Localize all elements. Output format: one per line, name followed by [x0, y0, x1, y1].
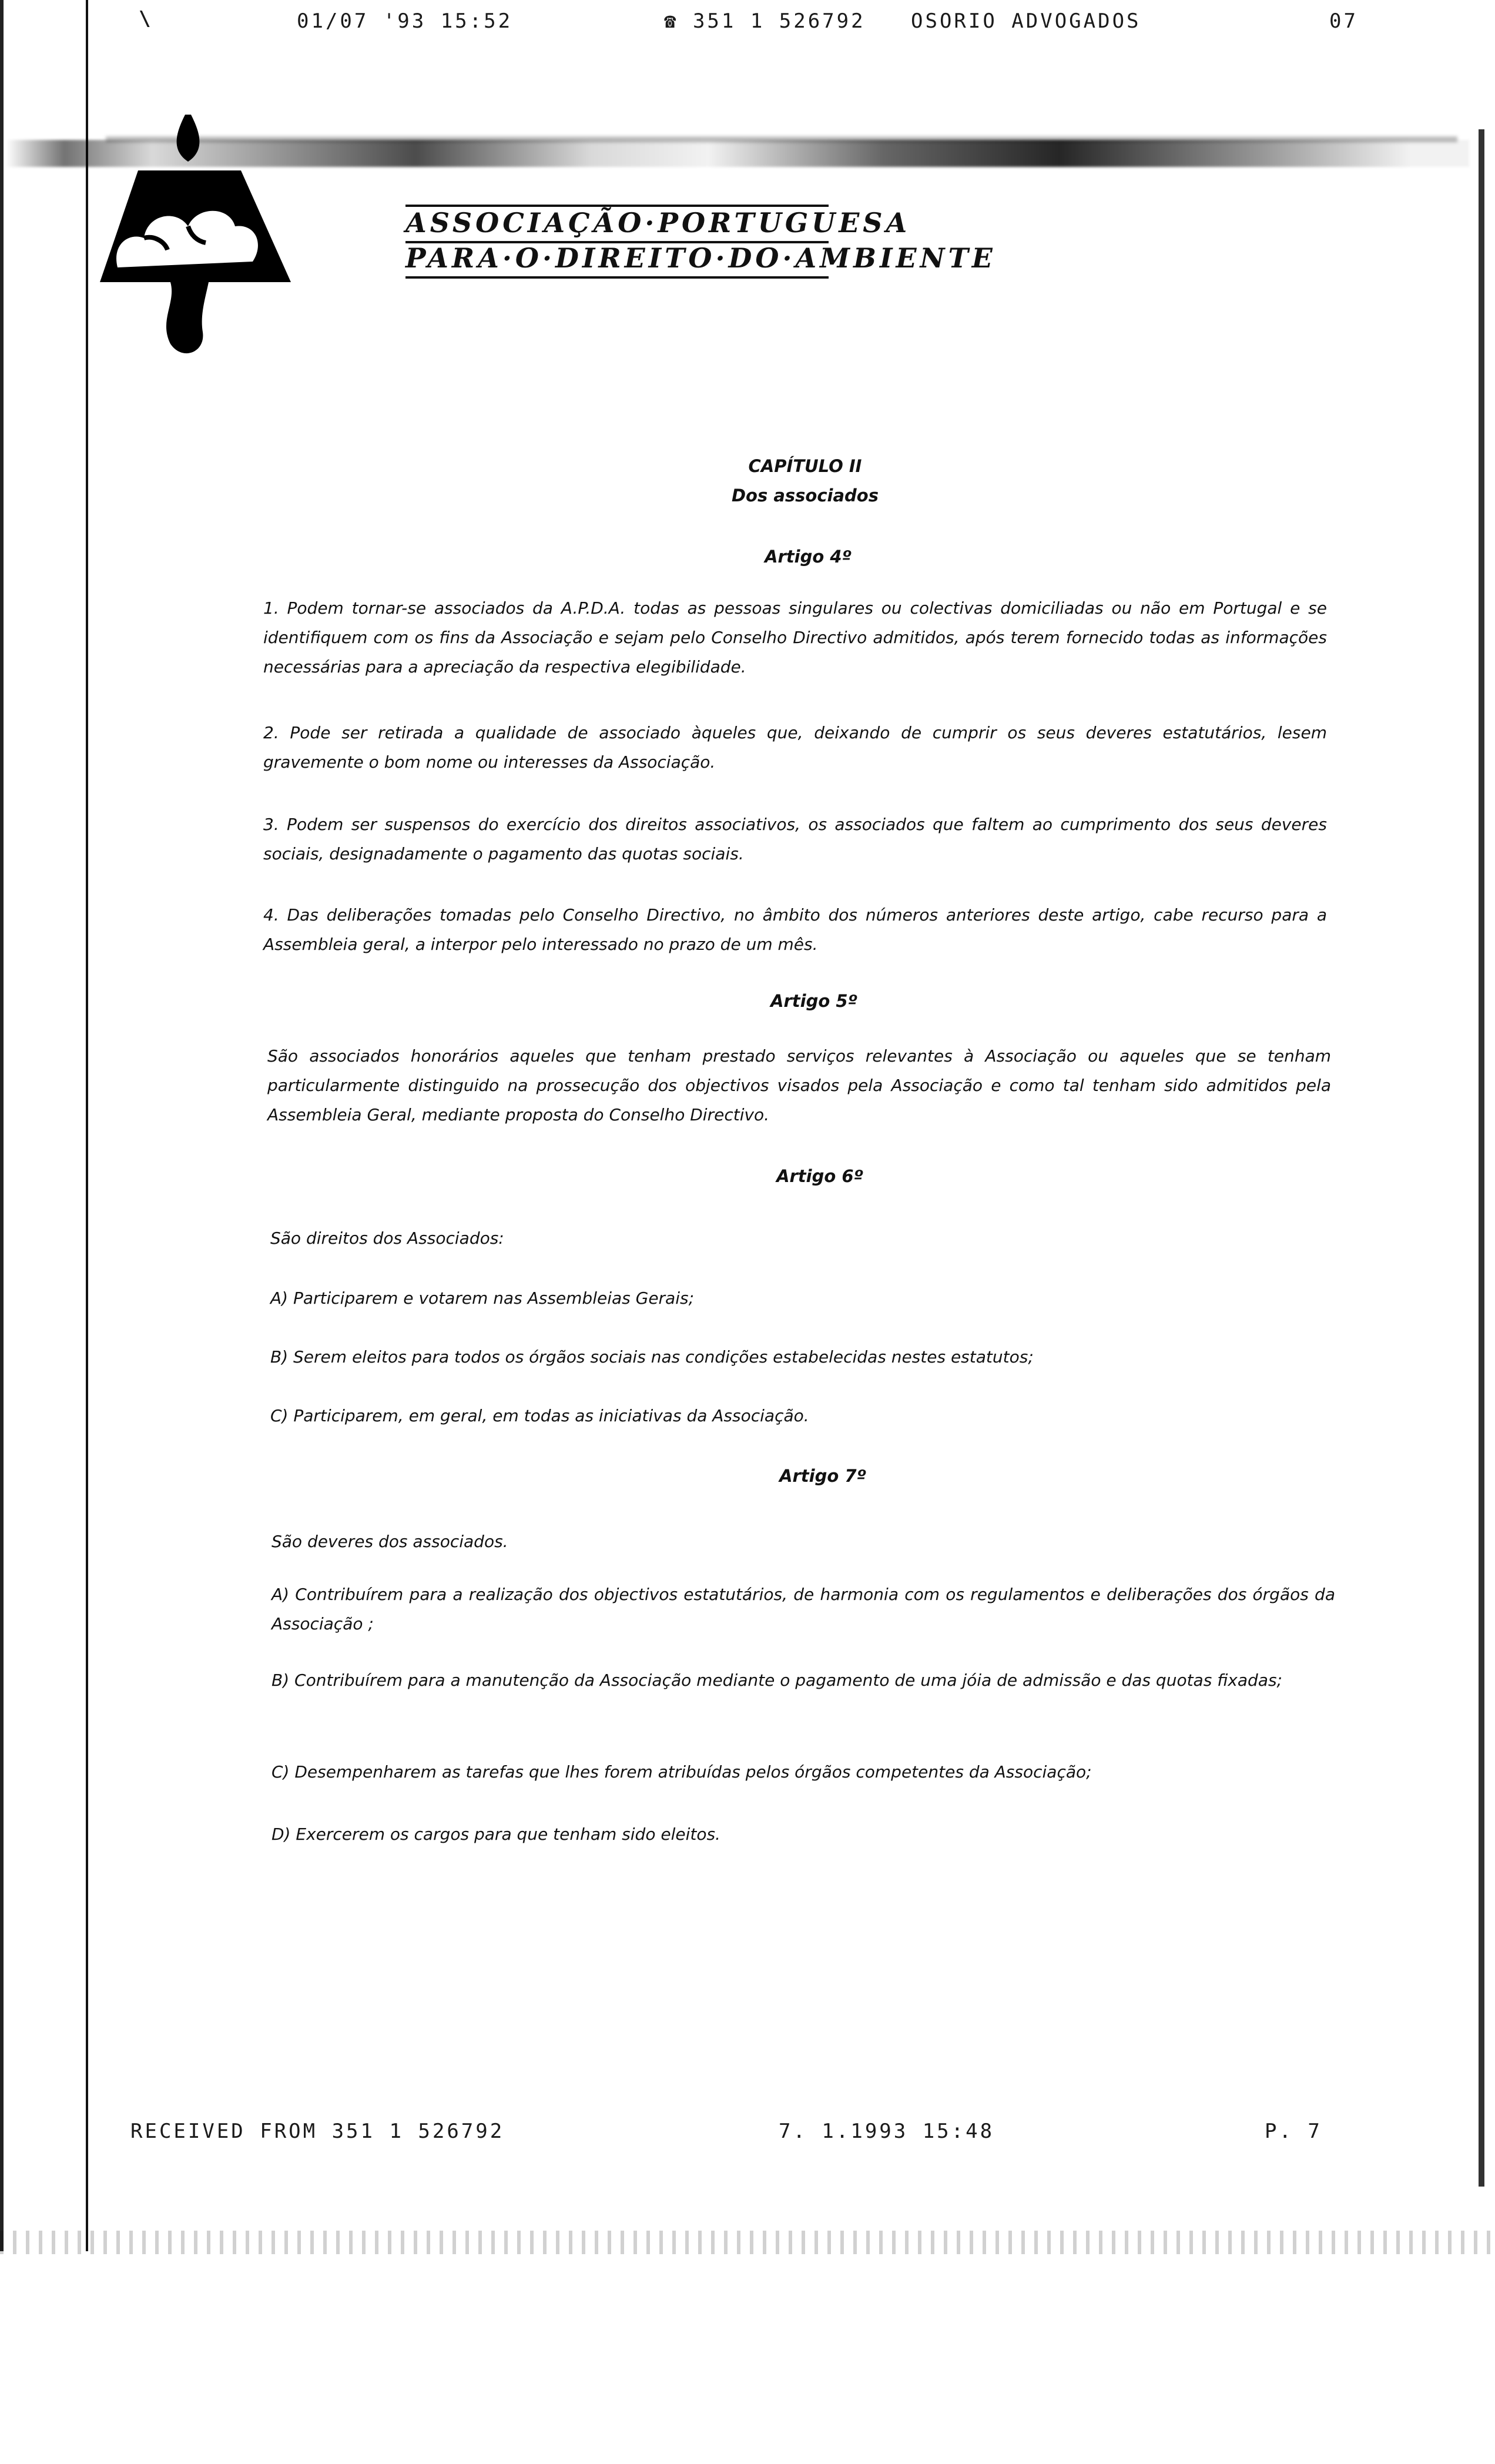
fax-header-sender: OSORIO ADVOGADOS: [911, 9, 1141, 33]
scan-edge-left: [0, 0, 4, 2251]
fax-mark: \: [139, 7, 153, 31]
article-heading: Artigo 7º: [779, 1466, 866, 1486]
article-paragraph: 3. Podem ser suspensos do exercício dos direitos associativos, os associados que faltem ao cumprimento dos seus deveres sociais, designadamente o pagamento das quotas sociais.: [263, 815, 1327, 863]
article-paragraph: 2. Pode ser retirada a qualidade de associado àqueles que, deixando de cumprir os seus deveres estatutários, lesem gravemente o bom nome ou interesses da Associação.: [263, 723, 1327, 772]
article-paragraph: São deveres dos associados.: [271, 1532, 508, 1551]
fax-footer-page: P. 7: [1265, 2120, 1322, 2143]
article-paragraph: B) Contribuírem para a manutenção da Associação mediante o pagamento de uma jóia de admissão e das quotas fixadas;: [271, 1670, 1282, 1690]
article-paragraph: São direitos dos Associados:: [270, 1228, 504, 1248]
article-paragraph: C) Participarem, em geral, em todas as iniciativas da Associação.: [270, 1406, 809, 1425]
org-name-line2: PARA·O·DIREITO·DO·AMBIENTE: [405, 242, 996, 274]
article-paragraph: 4. Das deliberações tomadas pelo Conselho Directivo, no âmbito dos números anteriores deste artigo, cabe recurso para a Assembleia geral, a interpor pelo interessado no prazo de um mês.: [263, 905, 1327, 954]
article-paragraph: São associados honorários aqueles que tenham prestado serviços relevantes à Associação ou aqueles que se tenham particularmente distinguido na prossecução dos objectivos visados pela Associação e como tal tenham sido admitidos pela Assembleia Geral, mediante proposta do Conselho Directivo.: [267, 1046, 1331, 1124]
fax-header-phone: ☎ 351 1 526792: [664, 9, 866, 33]
article-paragraph: D) Exercerem os cargos para que tenham sido eleitos.: [271, 1824, 720, 1844]
fax-footer-datetime: 7. 1.1993 15:48: [779, 2120, 995, 2143]
fax-header-datetime: 01/07 '93 15:52: [297, 9, 513, 33]
org-underline-2: [405, 276, 829, 279]
chapter-title: CAPÍTULO II: [748, 456, 862, 476]
article-heading: Artigo 5º: [770, 991, 857, 1011]
article-heading: Artigo 4º: [765, 547, 852, 567]
chapter-subtitle: Dos associados: [731, 486, 879, 505]
scan-edge-right: [1479, 129, 1484, 2187]
article-paragraph: A) Participarem e votarem nas Assembleias Gerais;: [270, 1288, 695, 1308]
article-paragraph: A) Contribuírem para a realização dos objectivos estatutários, de harmonia com os regulamentos e deliberações dos órgãos da Associação ;: [271, 1585, 1335, 1633]
article-paragraph: B) Serem eleitos para todos os órgãos sociais nas condições estabelecidas nestes estatutos;: [270, 1347, 1034, 1367]
article-heading: Artigo 6º: [776, 1166, 863, 1186]
apda-logo-icon: [88, 109, 300, 361]
fax-footer-received: RECEIVED FROM 351 1 526792: [130, 2120, 505, 2143]
fax-header-page: 07: [1329, 9, 1358, 33]
fax-noise-bottom: [0, 2231, 1495, 2254]
article-paragraph: 1. Podem tornar-se associados da A.P.D.A. todas as pessoas singulares ou colectivas domiciliadas ou não em Portugal e se identifiquem com os fins da Associação e sejam pelo Conselho Directivo admitidos, após terem fornecido todas as informações necessárias para a apreciação da respectiva elegibilidade.: [263, 598, 1327, 677]
org-name-line1: ASSOCIAÇÃO·PORTUGUESA: [405, 207, 911, 239]
article-paragraph: C) Desempenharem as tarefas que lhes forem atribuídas pelos órgãos competentes da Associação;: [271, 1762, 1092, 1782]
